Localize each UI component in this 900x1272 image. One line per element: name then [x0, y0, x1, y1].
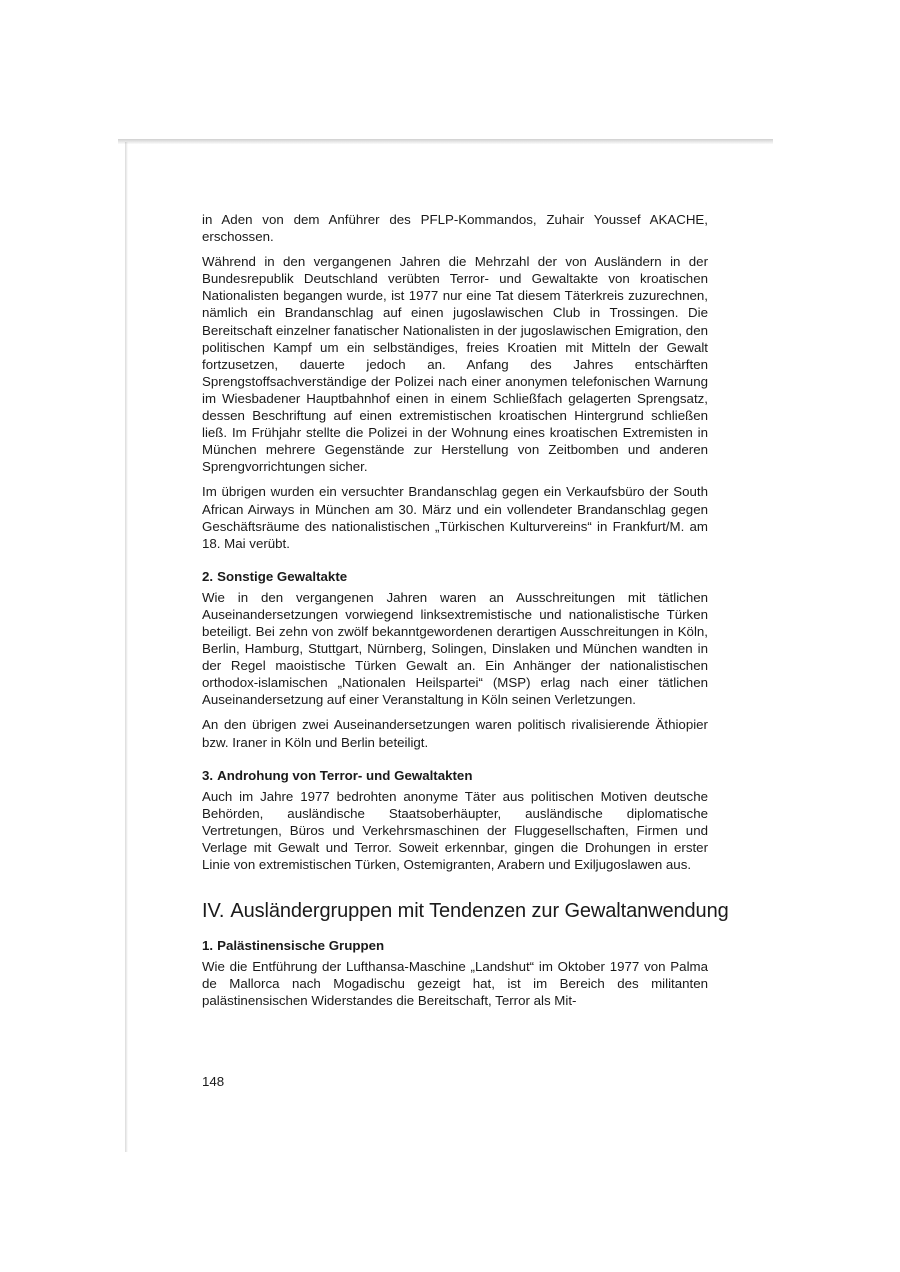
chapter-title: Ausländergruppen mit Tendenzen zur Gewaltanwendung: [230, 900, 729, 923]
section-2-paragraph-1: Wie in den vergangenen Jahren waren an Ausschreitungen mit tätlichen Auseinandersetzungen vorwiegend linksextremistische und nationalistische Türken beteiligt. Bei zehn von zwölf bekanntgewordenen derartigen Ausschreitungen in Köln, Berlin, Hamburg, Stuttgart, Nürnberg, Solingen, Dinslaken und München wandten in der Regel maoistische Türken Gewalt an. Ein Anhänger der nationalistischen orthodox-islamischen „Nationalen Heilspartei“ (MSP) erlag nach einer tätlichen Auseinandersetzung auf einer Veranstaltung in Köln seinen Verletzungen.: [202, 589, 708, 708]
scan-shadow-left: [125, 142, 128, 1152]
page-number: 148: [202, 1074, 225, 1089]
subsection-1-paragraph-1: Wie die Entführung der Lufthansa-Maschine „Landshut“ im Oktober 1977 von Palma de Mallorca nach Mogadischu gezeigt hat, ist im Bereich des militanten palästinensischen Widerstandes die Bereitschaft, Terror als Mit-: [202, 959, 708, 1009]
page-body: [202, 211, 729, 1019]
section-2-heading: [202, 568, 708, 585]
section-2-paragraph-2: An den übrigen zwei Auseinandersetzungen waren politisch rivalisierende Äthiopier bzw. Iraner in Köln und Berlin beteiligt.: [202, 717, 708, 750]
subsection-1-number: 1.: [202, 938, 214, 954]
subsection-1-title: Palästinensische Gruppen: [217, 938, 385, 954]
section-3-title: Androhung von Terror- und Gewaltakten: [217, 767, 473, 783]
section-2-number: 2.: [202, 568, 214, 584]
section-3-paragraph-1: Auch im Jahre 1977 bedrohten anonyme Täter aus politischen Motiven deutsche Behörden, ausländische Staatsoberhäupter, ausländische diplomatische Vertretungen, Büros und Verkehrsmaschinen der Fluggesellschaften, Firmen und Verlage mit Gewalt und Terror. Soweit erkennbar, gingen die Drohungen in erster Linie von extremistischen Türken, Ostemigranten, Arabern und Exiljugoslawen aus.: [202, 788, 708, 872]
subsection-1-heading: [202, 937, 708, 954]
section-3-number: 3.: [202, 767, 214, 783]
section-3-heading: [202, 767, 708, 784]
scan-shadow-top: [118, 139, 773, 144]
paragraph-intro-3: Im übrigen wurden ein versuchter Brandanschlag gegen ein Verkaufsbüro der South African Airways in München am 30. März und ein vollendeter Brandanschlag gegen Geschäftsräume des nationalistischen „Türkischen Kulturvereins“ in Frankfurt/M. am 18. Mai verübt.: [202, 484, 708, 551]
paragraph-intro-1: in Aden von dem Anführer des PFLP-Kommandos, Zuhair Youssef AKACHE, erschossen.: [202, 212, 708, 245]
chapter-number: IV.: [202, 900, 225, 923]
section-2-title: Sonstige Gewaltakte: [217, 568, 348, 584]
paragraph-intro-2: Während in den vergangenen Jahren die Mehrzahl der von Ausländern in der Bundesrepublik Deutschland verübten Terror- und Gewaltakte von kroatischen Nationalisten begangen wurde, ist 1977 nur eine Tat diesem Täterkreis zuzurechnen, nämlich ein Brandanschlag auf einen jugoslawischen Club in Trossingen. Die Bereitschaft einzelner fanatischer Nationalisten in der jugoslawischen Emigration, den politischen Kampf um ein selbständiges, freies Kroatien mit Mitteln der Gewalt fortzusetzen, dauerte jedoch an. Anfang des Jahres entschärften Sprengstoffsachverständige der Polizei nach einer anonymen telefonischen Warnung im Wiesbadener Hauptbahnhof einen in einem Schließfach gelagerten Sprengsatz, dessen Beschriftung auf einen extremistischen kroatischen Hintergrund schließen ließ. Im Frühjahr stellte die Polizei in der Wohnung eines kroatischen Extremisten in München mehrere Gegenstände zur Herstellung von Zeitbomben und anderen Sprengvorrichtungen sicher.: [202, 254, 708, 475]
chapter-heading: [202, 899, 729, 923]
